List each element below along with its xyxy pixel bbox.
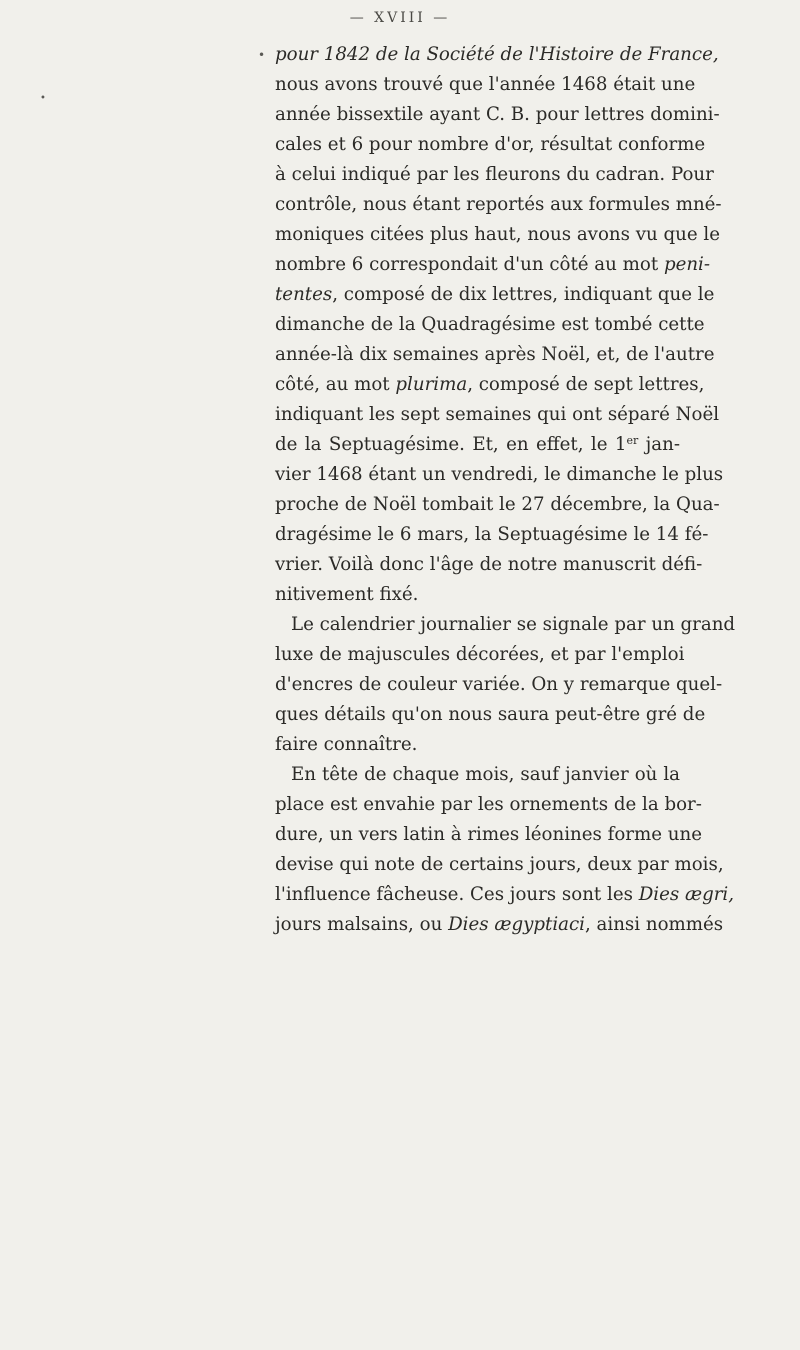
text-line [275,640,685,670]
text-line [275,100,720,130]
text-line [275,310,705,340]
text-segment: année bissextile ayant C. B. pour lettres domini- [275,104,720,125]
text-segment: d'encres de couleur variée. On y remarque quel- [275,674,723,695]
text-segment: vier 1468 étant un vendredi, le dimanche le plus [275,464,724,485]
text-line [275,130,706,160]
running-head: — XVIII — [349,10,451,26]
text-segment: nombre 6 correspondait d'un côté au mot [275,254,664,275]
text-line [275,880,735,910]
text-segment: place est envahie par les ornements de la bor- [275,794,702,815]
text-line [275,220,720,250]
text-segment: proche de Noël tombait le 27 décembre, la Qua- [275,494,720,515]
text-segment: tentes [275,284,333,305]
text-line [275,70,696,100]
text-line [275,760,680,790]
text-segment: dimanche de la Quadragésime est tombé cette [275,314,705,335]
body-text [275,40,736,940]
text-line [275,340,715,370]
text-segment: faire connaître. [275,734,418,755]
text-line [275,670,723,700]
text-segment: dragésime le 6 mars, la Septuagésime le 14 fé- [275,524,709,545]
text-line [275,550,703,580]
text-segment: luxe de majuscules décorées, et par l'emploi [275,644,685,665]
text-segment: devise qui note de certains jours, deux par mois, [275,854,724,875]
text-line [275,700,706,730]
text-segment: l'influence fâcheuse. Ces jours sont les [275,884,639,905]
text-segment: dure, un vers latin à rimes léonines forme une [275,824,702,845]
text-line [275,850,724,880]
text-segment: année-là dix semaines après Noël, et, de l'autre [275,344,715,365]
text-segment: peni- [663,254,711,275]
superscript: er [626,434,639,447]
text-segment: de la Septuagésime. Et, en effet, le 1 [275,434,627,455]
text-segment: , composé de dix lettres, indiquant que le [332,284,715,305]
text-segment: jours malsains, ou [275,914,449,935]
text-segment: Dies ægyptiaci [448,914,585,935]
text-line [275,520,709,550]
text-segment: Le calendrier journalier se signale par un grand [291,614,736,635]
text-line [275,250,711,280]
text-line [275,790,702,820]
text-segment: pour 1842 de la Société de l'Histoire de France, [275,44,719,65]
text-line [275,610,736,640]
text-segment: moniques citées plus haut, nous avons vu que le [275,224,720,245]
text-segment: indiquant les sept semaines qui ont séparé Noël [275,404,720,425]
text-segment: contrôle, nous étant reportés aux formules mné- [275,194,722,215]
text-segment: Dies ægri, [638,884,735,905]
text-segment: nous avons trouvé que l'année 1468 était une [275,74,696,95]
text-line [275,580,680,610]
text-line [275,190,722,220]
text-segment: à celui indiqué par les fleurons du cadran. Pour [275,164,714,185]
text-line [275,400,720,430]
text-line [275,160,714,190]
text-segment: , composé de sept lettres, [467,374,705,395]
text-line [275,490,720,520]
text-line [275,40,719,70]
margin-dot-mark: • [258,48,266,62]
text-segment: , ainsi nommés [584,914,724,935]
margin-corner-mark: • [40,93,46,104]
text-line [275,280,715,310]
text-line [275,820,702,850]
text-segment: En tête de chaque mois, sauf janvier où la [291,764,680,785]
text-line [275,910,724,940]
text-segment: jan- [638,434,680,455]
text-segment: côté, au mot [275,374,396,395]
text-line [275,430,680,460]
text-line [275,460,724,490]
text-segment: cales et 6 pour nombre d'or, résultat conforme [275,134,706,155]
text-segment: plurima [395,374,468,395]
text-line [275,370,705,400]
text-segment: nitivement fixé. [275,584,419,605]
text-line [275,730,680,760]
text-segment: vrier. Voilà donc l'âge de notre manuscrit défi- [275,554,703,575]
text-segment: ques détails qu'on nous saura peut-être gré de [275,704,706,725]
